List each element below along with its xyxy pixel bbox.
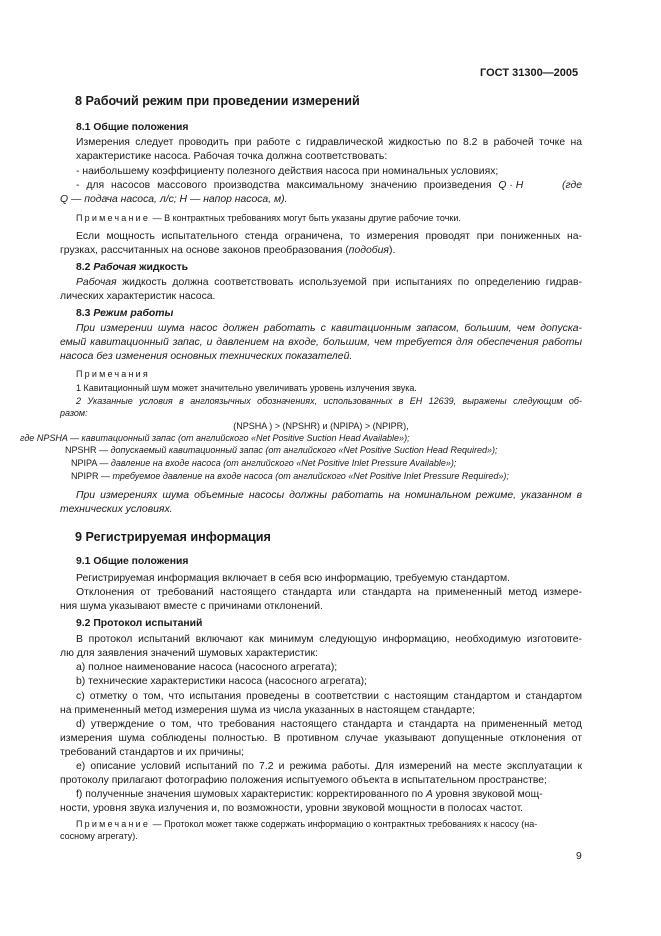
section-8-3-title [76, 307, 173, 320]
paragraph-line: При измерениях шума объемные насосы должны работать на номинальном режиме, указанном в [76, 490, 582, 501]
page-number: 9 [576, 851, 582, 862]
paragraph-line: технических условиях. [60, 504, 173, 515]
definition-text: допускаемый кавитационный запас (от английского «Net Positive Suction Head Required»); [110, 445, 498, 455]
definition-term: NPIPR — [71, 471, 113, 481]
note-text: — Протокол может также содержать информацию о контрактных требованиях к насосу (на- [150, 819, 538, 829]
text-span: ). [388, 245, 396, 256]
list-item-text: - для насосов массового производства максимальному значению произведения [76, 180, 499, 191]
definition-text: давление на входе насоса (от английского «Net Positive Inlet Pressure Available»); [110, 458, 457, 468]
paragraph-line: При измерении шума насос должен работать с кавитационным запасом, большим, чем допуска- [76, 323, 582, 334]
list-item-d-continuation: требований стандартов и их причины; [60, 747, 245, 758]
list-item: - наибольшему коэффициенту полезного действия насоса при номинальных условиях; [76, 166, 499, 177]
note [76, 818, 582, 830]
text-span: подобия [348, 245, 389, 256]
paragraph-line: В протокол испытаний включают как минимум следующую информацию, необходимую изготовите- [76, 634, 582, 645]
section-8-title: 8 Рабочий режим при проведении измерений [75, 94, 360, 108]
formula-text: Q · H [498, 180, 524, 191]
title-span: жидкость [136, 262, 189, 273]
paragraph-line: емый кавитационный запас, и давлением на входе, большим, чем требуется для обеспечения работы [60, 337, 582, 348]
definition-term: где NPSHA — [20, 433, 82, 443]
paragraph-line: насоса без изменения основных технических показателей. [60, 351, 353, 362]
paragraph-line: Регистрируемая информация включает в себя всю информацию, требуемую стандартом. [76, 573, 511, 584]
note-1: 1 Кавитационный шум может значительно увеличивать уровень излучения звука. [76, 383, 417, 393]
paragraph-line: лю для заявления значений шумовых характеристик: [60, 648, 318, 659]
section-9-title: 9 Регистрируемая информация [75, 530, 271, 544]
section-number: 8.2 [76, 262, 94, 273]
text-span: уровня звуковой мощ- [432, 789, 543, 800]
definition-text: кавитационный запас (от английского «Net Positive Suction Head Available»); [81, 433, 410, 443]
paragraph-line: лических характеристик насоса. [60, 291, 216, 302]
definition-npsha [20, 432, 410, 444]
paragraph-line: ния шума указывают вместе с причинами отклонений. [60, 601, 323, 612]
definition-text: требуемое давление на входе насоса (от английского «Net Positive Inlet Pressure Required»); [112, 471, 509, 481]
definition-npipa [71, 457, 456, 469]
list-item-a: a) полное наименование насоса (насосного агрегата); [76, 662, 338, 673]
list-item-d-continuation: измерения шума соблюдены полностью. В противном случае указывают допущенные отклонения от [60, 733, 582, 744]
note-label: Примечание [76, 819, 151, 829]
list-item-d: d) утверждение о том, что требования настоящего стандарта и стандарта на примененный метод [76, 719, 582, 730]
list-item-text: (где [562, 180, 582, 191]
paragraph-line: Если мощность испытательного стенда ограничена, то измерения проводят при пониженных на- [76, 231, 582, 242]
section-8-1-title: 8.1 Общие положения [76, 122, 189, 133]
note-2-continuation: разом: [60, 408, 88, 418]
text-span: Рабочая [76, 277, 117, 288]
section-9-1-title: 9.1 Общие положения [76, 556, 189, 567]
list-item-f-continuation: ности, уровня звука излучения и, по возможности, уровни звуковой мощности в полосах частот. [60, 803, 524, 814]
note-continuation: сосному агрегату). [60, 831, 138, 841]
text-span: жидкость должна соответствовать используемой при испытаниях по определению гидрав- [116, 277, 582, 288]
paragraph-line: характеристике насоса. Рабочая точка должна соответствовать: [76, 151, 388, 162]
paragraph-line [76, 276, 582, 289]
list-item-f [76, 788, 582, 801]
standard-header: ГОСТ 31300—2005 [480, 67, 579, 79]
text-span: А [425, 789, 433, 800]
text-span: грузках, рассчитанных на основе законов преобразования ( [60, 245, 349, 256]
formula: (NPSHA ) > (NPSHR) и (NPIPA) > (NPIPR), [233, 421, 409, 431]
section-number: 8.3 [76, 308, 94, 319]
title-span: Рабочая [93, 262, 137, 273]
definition-term: NPSHR — [65, 445, 111, 455]
section-8-2-title [76, 261, 188, 274]
list-item-c-continuation: на примененный метод измерения шума из числа указанных в настоящем стандарте; [60, 705, 475, 716]
definition-term: NPIPA — [71, 458, 111, 468]
text-span: f) полученные значения шумовых характеристик: корректированного по [76, 789, 426, 800]
list-item-continuation: Q — подача насоса, л/с; H — напор насоса, м). [60, 194, 288, 205]
list-item-e: e) описание условий испытаний по 7.2 и режима работы. Для измерений на месте эксплуатации к [76, 761, 582, 772]
definition-npipr [71, 470, 509, 482]
section-9-2-title: 9.2 Протокол испытаний [76, 618, 203, 629]
paragraph-line: Отклонения от требований настоящего стандарта или стандарта на примененный метод измере- [76, 587, 582, 598]
list-item-c: c) отметку о том, что испытания проведены в соответствии с настоящим стандартом и стандартом [76, 691, 582, 702]
list-item-b: b) технические характеристики насоса (насосного агрегата); [76, 676, 368, 687]
list-item-e-continuation: протоколу прилагают фотографию положения испытуемого объекта в испытательном пространстве; [60, 775, 547, 786]
note-label: Примечание [76, 213, 151, 223]
title-span: Режим работы [93, 308, 174, 319]
paragraph-line [60, 244, 395, 257]
notes-label: Примечания [76, 369, 150, 379]
note-2: 2 Указанные условия в англоязычных обозначениях, использованных в ЕН 12639, выражены следующим об- [76, 396, 582, 406]
list-item [76, 179, 582, 192]
note-text: — В контрактных требованиях могут быть указаны другие рабочие точки. [150, 213, 461, 223]
paragraph-line: Измерения следует проводить при работе с гидравлической жидкостью по 8.2 в рабочей точке на [76, 137, 582, 148]
definition-npshr [65, 444, 497, 456]
note [76, 212, 461, 224]
